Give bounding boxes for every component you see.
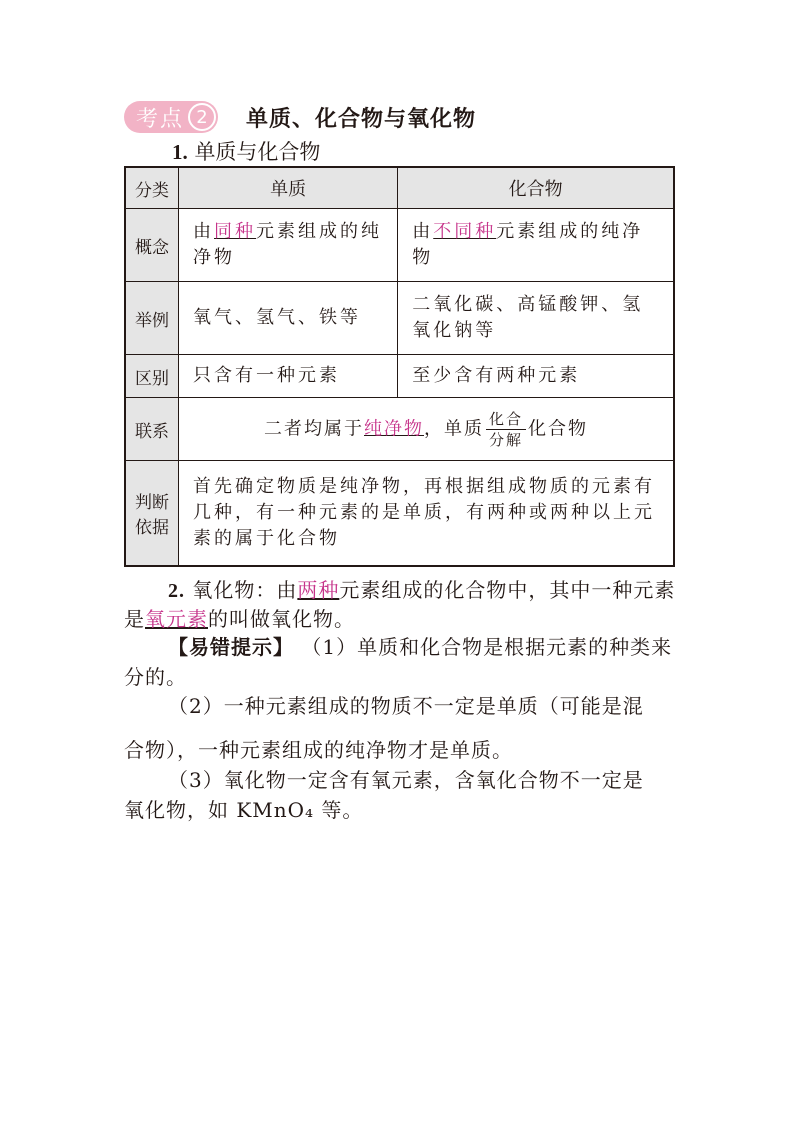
concept-a-post: 元素组成的纯净物 — [193, 221, 382, 268]
concept-b-post: 元素组成的纯净物 — [412, 221, 644, 268]
header-cell-compound: 化合物 — [398, 167, 674, 209]
tip-3-line-1: （3）氧化物一定含有氧元素，含氧化合物不一定是 — [168, 768, 644, 792]
cell-judge: 首先确定物质是纯净物，再根据组成物质的元素有几种，有一种元素的是单质，有两种或两种以上元素的属于化合物 — [179, 461, 675, 567]
subsection-1-text: 单质与化合物 — [194, 140, 321, 164]
relation-mid: ，单质 — [424, 418, 484, 439]
badge-text: 考点 — [136, 106, 185, 132]
cell-relation — [179, 398, 675, 461]
fill-blank-oxygen-element: 氧元素 — [145, 607, 208, 631]
fill-blank-two-kinds: 两种 — [297, 578, 340, 602]
tips-label: 【易错提示】 — [168, 635, 294, 659]
table-row-difference — [125, 355, 674, 398]
section-title: 单质、化合物与氧化物 — [246, 105, 477, 132]
cell-diff-compound: 至少含有两种元素 — [398, 355, 674, 398]
fill-blank-same-kind: 同种 — [214, 221, 256, 242]
cell-concept-compound — [398, 209, 674, 282]
tip-2-line-1: （2）一种元素组成的物质不一定是单质（可能是混 — [168, 694, 644, 718]
subsection-2-paragraph — [124, 576, 684, 633]
concept-a-pre: 由 — [193, 221, 214, 242]
cell-example-compound: 二氧化碳、高锰酸钾、氢氧化钠等 — [398, 282, 674, 355]
fill-blank-different-kind: 不同种 — [433, 221, 497, 242]
arrow-top-label: 化合 — [488, 409, 523, 428]
concept-b-pre: 由 — [412, 221, 434, 242]
table-row-example — [125, 282, 674, 355]
kaodian-badge — [124, 101, 218, 133]
relation-post: 化合物 — [528, 418, 588, 439]
fill-blank-pure-substance: 纯净物 — [364, 418, 424, 439]
cell-example-element: 氧气、氢气、铁等 — [179, 282, 398, 355]
oxide-pre: 氧化物：由 — [192, 578, 298, 602]
row-label-difference: 区别 — [125, 355, 179, 398]
subsection-1-num: 1. — [172, 140, 188, 164]
tip-3-line-2: 氧化物，如 KMnO₄ 等。 — [124, 798, 364, 822]
subsection-1-title — [172, 136, 320, 166]
tip-2-line-2: 合物），一种元素组成的纯净物才是单质。 — [124, 738, 513, 762]
table-row-relation — [125, 398, 674, 461]
row-label-concept: 概念 — [125, 209, 179, 282]
comparison-table — [124, 166, 675, 567]
oxide-mid: 元素组成的化合物中，其中一种元素是 — [124, 578, 676, 631]
reaction-arrow — [486, 409, 526, 450]
badge-number: 2 — [188, 103, 216, 131]
cell-diff-element: 只含有一种元素 — [179, 355, 398, 398]
table-row-concept — [125, 209, 674, 282]
relation-pre: 二者均属于 — [264, 418, 364, 439]
row-label-example: 举例 — [125, 282, 179, 355]
section-header — [124, 100, 476, 134]
tip-1-text: （1）单质和化合物是根据元素的种类来分的。 — [124, 635, 673, 689]
tip-1 — [124, 632, 684, 692]
table-row-judge — [125, 461, 674, 567]
arrow-bottom-label: 分解 — [488, 430, 523, 449]
cell-concept-element — [179, 209, 398, 282]
header-cell-element: 单质 — [179, 167, 398, 209]
header-cell-category: 分类 — [125, 167, 179, 209]
row-label-judge: 判断依据 — [125, 461, 179, 567]
row-label-relation: 联系 — [125, 398, 179, 461]
subsection-2-num: 2. — [168, 580, 185, 602]
table-header-row — [125, 167, 674, 209]
oxide-post: 的叫做氧化物。 — [208, 607, 355, 631]
